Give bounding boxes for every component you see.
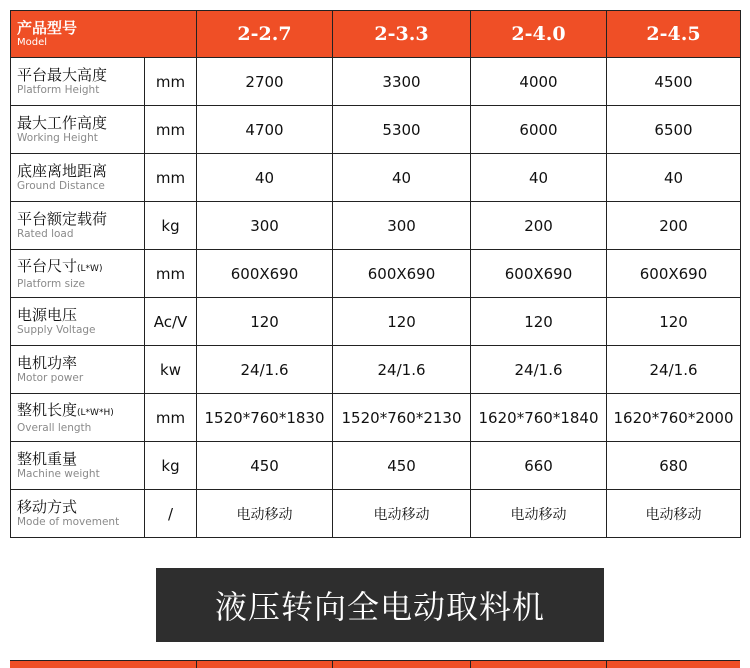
spec-value: 4500	[607, 58, 741, 106]
spec-value: 120	[471, 298, 607, 346]
spec-label-cell	[11, 106, 145, 154]
spec-unit: mm	[145, 106, 197, 154]
spec-label-zh-text: 底座离地距离	[17, 162, 108, 180]
spec-label-zh-text: 电机功率	[17, 354, 78, 372]
spec-unit: mm	[145, 58, 197, 106]
spec-value: 24/1.6	[471, 346, 607, 394]
spec-value: 电动移动	[607, 490, 741, 538]
spec-label-zh	[17, 354, 144, 372]
spec-label-en: Mode of movement	[17, 516, 120, 528]
spec-value: 600X690	[607, 250, 741, 298]
spec-label-zh	[17, 257, 144, 278]
spec-unit: kg	[145, 442, 197, 490]
spec-label-zh-text: 整机长度	[17, 400, 78, 419]
spec-value: 120	[333, 298, 471, 346]
spec-value: 24/1.6	[607, 346, 741, 394]
model-label-zh: 产品型号	[17, 19, 78, 37]
spec-label-cell	[11, 250, 145, 298]
spec-value: 2700	[197, 58, 333, 106]
spec-label-cell	[11, 394, 145, 442]
spec-label-zh-text: 最大工作高度	[17, 114, 108, 132]
model-label-en: Model	[17, 37, 48, 48]
spec-row	[11, 106, 741, 154]
spec-label-zh	[17, 66, 144, 84]
spec-label-cell	[11, 346, 145, 394]
spec-value: 300	[333, 202, 471, 250]
spec-label-en: Working Height	[17, 132, 98, 144]
spec-value: 120	[607, 298, 741, 346]
spec-label-zh	[17, 498, 144, 516]
model-name: 2-2.7	[197, 11, 333, 58]
spec-label-en: Rated load	[17, 228, 74, 240]
spec-value: 1520*760*1830	[197, 394, 333, 442]
spec-label-cell	[11, 298, 145, 346]
spec-value: 4000	[471, 58, 607, 106]
header-row	[11, 11, 741, 58]
spec-label-zh-text: 平台额定载荷	[17, 210, 108, 228]
spec-unit: kg	[145, 202, 197, 250]
spec-body	[11, 58, 741, 538]
spec-value: 600X690	[333, 250, 471, 298]
spec-row	[11, 58, 741, 106]
spec-unit: mm	[145, 394, 197, 442]
spec-value: 200	[607, 202, 741, 250]
spec-value: 660	[471, 442, 607, 490]
spec-value: 450	[197, 442, 333, 490]
spec-label-zh	[17, 162, 144, 180]
spec-value: 6000	[471, 106, 607, 154]
spec-value: 40	[471, 154, 607, 202]
spec-label-en: Machine weight	[17, 468, 100, 480]
spec-label-zh	[17, 306, 144, 324]
spec-unit: mm	[145, 154, 197, 202]
spec-value: 120	[197, 298, 333, 346]
spec-value: 24/1.6	[333, 346, 471, 394]
spec-value: 1620*760*1840	[471, 394, 607, 442]
spec-row	[11, 490, 741, 538]
spec-value: 600X690	[197, 250, 333, 298]
spec-label-zh-text: 平台最大高度	[17, 66, 108, 84]
spec-table	[10, 10, 741, 538]
spec-unit: kw	[145, 346, 197, 394]
spec-value: 4700	[197, 106, 333, 154]
spec-value: 40	[333, 154, 471, 202]
spec-value: 40	[607, 154, 741, 202]
spec-row	[11, 346, 741, 394]
spec-value: 电动移动	[197, 490, 333, 538]
spec-value: 600X690	[471, 250, 607, 298]
spec-value: 6500	[607, 106, 741, 154]
spec-value: 680	[607, 442, 741, 490]
spec-value: 电动移动	[333, 490, 471, 538]
spec-value: 200	[471, 202, 607, 250]
spec-row	[11, 202, 741, 250]
spec-value: 1520*760*2130	[333, 394, 471, 442]
spec-value: 300	[197, 202, 333, 250]
spec-label-en: Platform size	[17, 277, 85, 290]
spec-label-zh-text: 整机重量	[17, 450, 78, 468]
spec-label-cell	[11, 490, 145, 538]
spec-label-zh-text: 移动方式	[17, 498, 78, 516]
spec-label-en: Platform Height	[17, 84, 100, 96]
spec-row	[11, 442, 741, 490]
spec-label-cell	[11, 202, 145, 250]
spec-label-zh-sub: (L*W*H)	[77, 407, 114, 418]
spec-row	[11, 250, 741, 298]
spec-value: 24/1.6	[197, 346, 333, 394]
spec-label-en: Overall length	[17, 421, 92, 434]
spec-label-en: Ground Distance	[17, 180, 105, 192]
spec-label-zh	[17, 450, 144, 468]
spec-value: 3300	[333, 58, 471, 106]
spec-value: 电动移动	[471, 490, 607, 538]
spec-unit: mm	[145, 250, 197, 298]
model-name: 2-3.3	[333, 11, 471, 58]
spec-label-cell	[11, 58, 145, 106]
spec-label-en: Motor power	[17, 372, 84, 384]
product-title-banner: 液压转向全电动取料机	[156, 568, 604, 642]
spec-value: 1620*760*2000	[607, 394, 741, 442]
spec-label-zh-text: 平台尺寸	[17, 256, 78, 275]
spec-row	[11, 298, 741, 346]
spec-unit: /	[145, 490, 197, 538]
spec-unit: Ac/V	[145, 298, 197, 346]
spec-row	[11, 154, 741, 202]
spec-value: 450	[333, 442, 471, 490]
spec-label-zh-sub: (L*W)	[77, 263, 103, 274]
spec-label-zh-text: 电源电压	[17, 306, 78, 324]
spec-label-en: Supply Voltage	[17, 324, 96, 336]
spec-label-zh	[17, 401, 144, 422]
spec-label-cell	[11, 154, 145, 202]
model-name: 2-4.5	[607, 11, 741, 58]
model-label-cell	[11, 11, 197, 58]
spec-value: 5300	[333, 106, 471, 154]
spec-label-cell	[11, 442, 145, 490]
model-name: 2-4.0	[471, 11, 607, 58]
spec-label-zh	[17, 114, 144, 132]
spec-row	[11, 394, 741, 442]
spec-value: 40	[197, 154, 333, 202]
spec-label-zh	[17, 210, 144, 228]
